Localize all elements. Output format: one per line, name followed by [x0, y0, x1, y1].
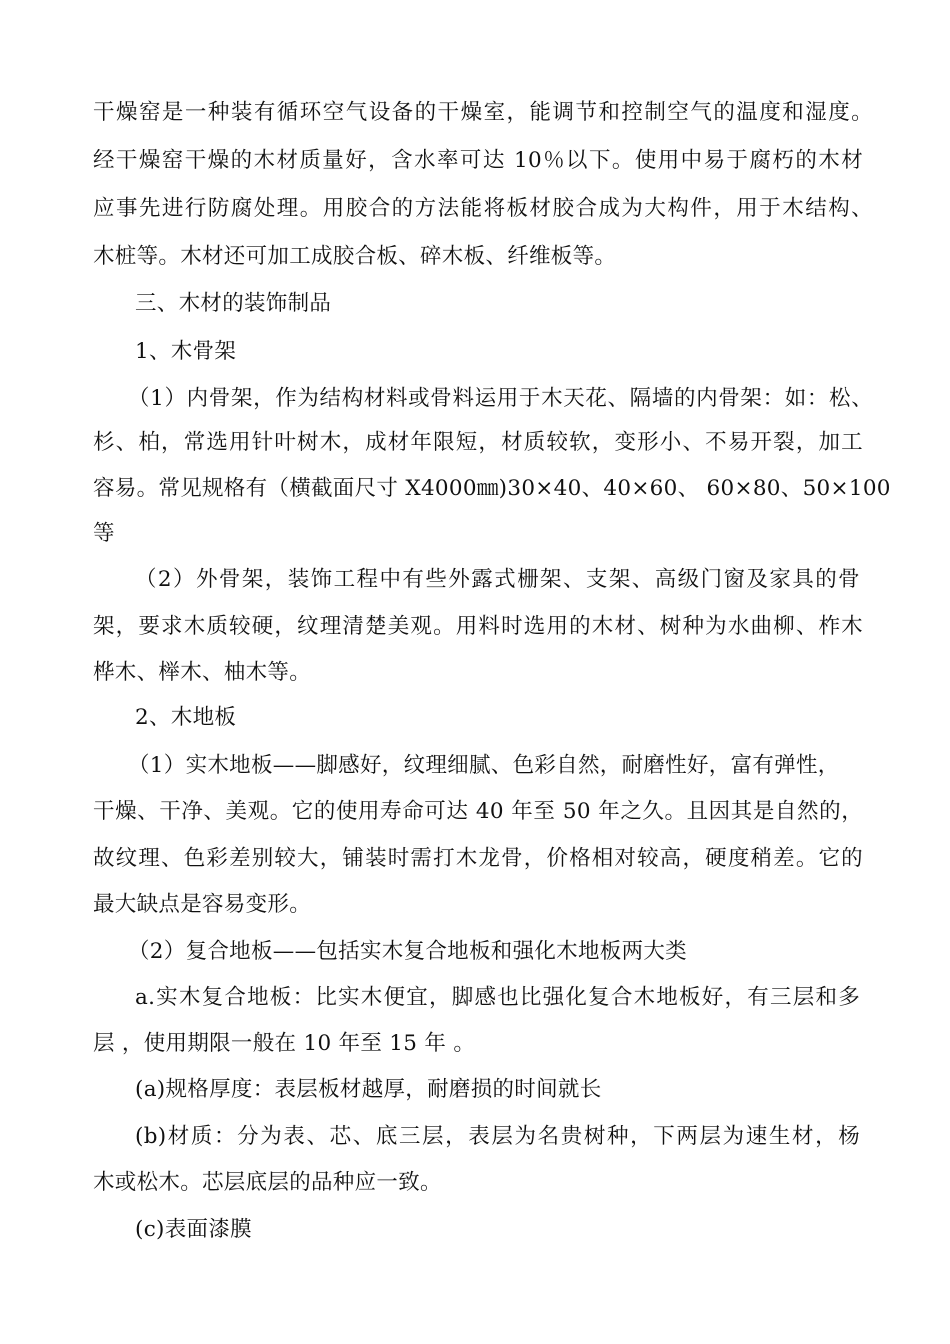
text-line: 干燥、干净、美观。它的使用寿命可达 40 年至 50 年之久。且因其是自然的， [93, 799, 863, 824]
subsection-heading: 1、木骨架 [135, 339, 237, 364]
subsection-heading: 2、木地板 [135, 705, 237, 730]
text-line: a.实木复合地板：比实木便宜，脚感也比强化复合木地板好，有三层和多 [135, 985, 860, 1010]
text-line: 应事先进行防腐处理。用胶合的方法能将板材胶合成为大构件，用于木结构、 [93, 196, 873, 221]
text-line: 经干燥窑干燥的木材质量好，含水率可达 10％以下。使用中易于腐朽的木材 [93, 148, 863, 173]
text-line: (c)表面漆膜 [135, 1217, 252, 1242]
text-line: （2）外骨架，装饰工程中有些外露式栅架、支架、高级门窗及家具的骨 [135, 567, 860, 592]
text-line: 架，要求木质较硬，纹理清楚美观。用料时选用的木材、树种为水曲柳、柞木 [93, 614, 863, 639]
text-line: 木或松木。芯层底层的品种应一致。 [93, 1170, 442, 1195]
text-line: 桦木、榉木、柚木等。 [93, 660, 312, 685]
text-line: 容易。常见规格有（横截面尺寸 X4000㎜)30×40、40×60、 60×80、50×100 [93, 476, 891, 501]
text-line: 最大缺点是容易变形。 [93, 892, 312, 917]
text-line: （2）复合地板——包括实木复合地板和强化木地板两大类 [128, 939, 687, 964]
text-line: (a)规格厚度：表层板材越厚，耐磨损的时间就长 [135, 1077, 602, 1102]
text-line: 木桩等。木材还可加工成胶合板、碎木板、纤维板等。 [93, 244, 617, 269]
text-line: 杉、柏，常选用针叶树木，成材年限短，材质较软，变形小、不易开裂，加工 [93, 430, 863, 455]
text-line: 层 ，使用期限一般在 10 年至 15 年 。 [93, 1031, 476, 1056]
text-line: （1）实木地板——脚感好，纹理细腻、色彩自然，耐磨性好，富有弹性， [128, 753, 840, 778]
text-line: (b)材质：分为表、芯、底三层，表层为名贵树种，下两层为速生材，杨 [135, 1124, 860, 1149]
text-line: 故纹理、色彩差别较大，铺装时需打木龙骨，价格相对较高，硬度稍差。它的 [93, 846, 863, 871]
text-line: 等 [93, 521, 115, 546]
section-heading: 三、木材的装饰制品 [135, 291, 332, 316]
text-line: （1）内骨架，作为结构材料或骨料运用于木天花、隔墙的内骨架：如：松、 [128, 386, 873, 411]
text-line: 干燥窑是一种装有循环空气设备的干燥室，能调节和控制空气的温度和湿度。 [93, 100, 873, 125]
